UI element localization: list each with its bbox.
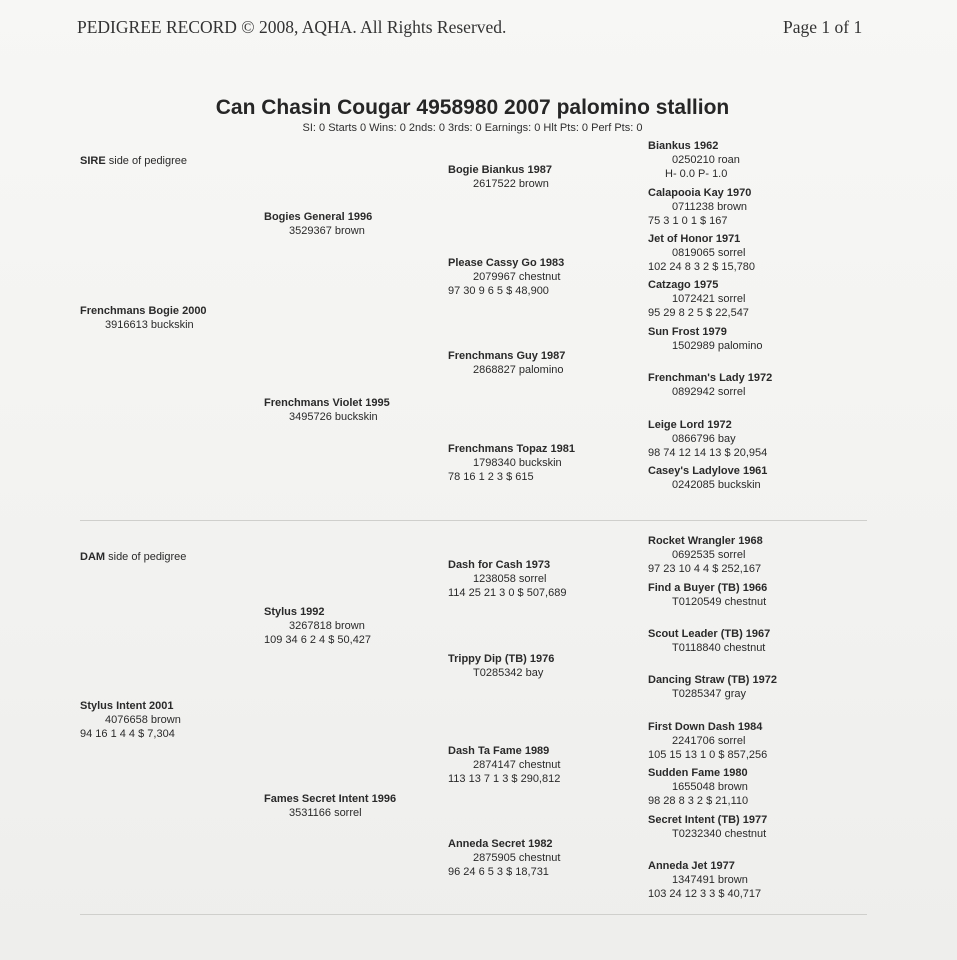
horse-registration: 2079967 chestnut [473, 271, 561, 283]
horse-name: Frenchmans Guy 1987 [448, 350, 566, 362]
horse-registration: 0819065 sorrel [672, 247, 746, 259]
horse-name: Rocket Wrangler 1968 [648, 535, 763, 547]
gen4-entry [648, 232, 755, 274]
horse-name: Jet of Honor 1971 [648, 233, 741, 245]
horse-registration: 0711238 brown [672, 201, 748, 213]
dam-entry [80, 699, 181, 741]
horse-name: Dash for Cash 1973 [448, 559, 551, 571]
horse-registration: 2875905 chestnut [473, 852, 561, 864]
horse-registration: T0285342 bay [473, 667, 544, 679]
horse-registration: 1238058 sorrel [473, 573, 547, 585]
horse-name: Biankus 1962 [648, 140, 719, 152]
horse-stats: 98 28 8 3 2 $ 21,110 [648, 795, 749, 807]
gen4-entry [648, 581, 767, 609]
horse-registration: T0120549 chestnut [672, 596, 767, 608]
horse-stats: 109 34 6 2 4 $ 50,427 [264, 634, 372, 646]
gen3-entry [448, 349, 565, 377]
pedigree-summary: SI: 0 Starts 0 Wins: 0 2nds: 0 3rds: 0 Earnings: 0 Hlt Pts: 0 Perf Pts: 0 [302, 122, 643, 134]
horse-registration: 1502989 palomino [672, 340, 763, 352]
bottom-divider [80, 914, 867, 915]
section-divider [80, 520, 867, 521]
gen4-entry [648, 766, 748, 808]
horse-name: Dancing Straw (TB) 1972 [648, 674, 777, 686]
gen4-entry [648, 464, 767, 492]
horse-stats: 97 30 9 6 5 $ 48,900 [448, 285, 549, 297]
horse-name: Secret Intent (TB) 1977 [648, 814, 768, 826]
horse-name: Frenchmans Bogie 2000 [80, 305, 207, 317]
horse-name: Stylus Intent 2001 [80, 700, 174, 712]
gen4-entry [648, 371, 772, 399]
horse-name: Bogies General 1996 [264, 211, 373, 223]
gen4-entry [648, 418, 767, 460]
horse-registration: 3916613 buckskin [105, 319, 194, 331]
horse-registration: T0285347 gray [672, 688, 746, 700]
dam-side-label [80, 551, 186, 563]
horse-registration: T0232340 chestnut [672, 828, 767, 840]
gen4-entry [648, 813, 767, 841]
horse-registration: 2617522 brown [473, 178, 549, 190]
horse-registration: 0692535 sorrel [672, 549, 746, 561]
horse-stats: 103 24 12 3 3 $ 40,717 [648, 888, 762, 900]
horse-points: H- 0.0 P- 1.0 [665, 168, 728, 180]
horse-stats: 95 29 8 2 5 $ 22,547 [648, 307, 749, 319]
horse-registration: 3529367 brown [289, 225, 365, 237]
horse-registration: T0118840 chestnut [672, 642, 766, 654]
horse-registration: 3267818 brown [289, 620, 365, 632]
dam-side-bold: DAM [80, 551, 106, 563]
gen4-entry [648, 325, 763, 353]
horse-stats: 94 16 1 4 4 $ 7,304 [80, 728, 175, 740]
horse-registration: 4076658 brown [105, 714, 181, 726]
horse-stats: 96 24 6 5 3 $ 18,731 [448, 866, 549, 878]
gen3-entry [448, 837, 560, 879]
gen4-entry [648, 186, 751, 228]
horse-name: Sun Frost 1979 [648, 326, 727, 338]
gen3-entry [448, 256, 564, 298]
horse-registration: 1798340 buckskin [473, 457, 562, 469]
sire-dam-entry [264, 396, 390, 424]
horse-registration: 1072421 sorrel [672, 293, 746, 305]
horse-registration: 2868827 palomino [473, 364, 564, 376]
horse-registration: 3495726 buckskin [289, 411, 378, 423]
horse-name: First Down Dash 1984 [648, 721, 763, 733]
gen4-entry [648, 673, 777, 701]
dam-sire-entry [264, 605, 371, 647]
horse-name: Leige Lord 1972 [648, 419, 732, 431]
horse-name: Frenchmans Violet 1995 [264, 397, 390, 409]
gen4-entry [648, 720, 767, 762]
gen3-entry [448, 163, 552, 191]
pedigree-title: Can Chasin Cougar 4958980 2007 palomino stallion [215, 96, 730, 119]
sire-side-text: side of pedigree [105, 155, 188, 167]
horse-stats: 114 25 21 3 0 $ 507,689 [448, 587, 567, 599]
sire-side-label [80, 155, 187, 167]
horse-stats: 98 74 12 14 13 $ 20,954 [648, 447, 768, 459]
horse-name: Casey's Ladylove 1961 [648, 465, 768, 477]
horse-stats: 113 13 7 1 3 $ 290,812 [448, 773, 561, 785]
horse-name: Trippy Dip (TB) 1976 [448, 653, 555, 665]
sire-side-bold: SIRE [80, 155, 106, 167]
gen4-entry [648, 534, 763, 576]
horse-registration: 0242085 buckskin [672, 479, 761, 491]
page-number: Page 1 of 1 [783, 17, 863, 37]
horse-name: Scout Leader (TB) 1967 [648, 628, 771, 640]
dam-side-text: side of pedigree [105, 551, 187, 563]
horse-name: Find a Buyer (TB) 1966 [648, 582, 768, 594]
horse-stats: 78 16 1 2 3 $ 615 [448, 471, 534, 483]
horse-registration: 3531166 sorrel [289, 807, 362, 819]
horse-name: Frenchman's Lady 1972 [648, 372, 773, 384]
horse-name: Dash Ta Fame 1989 [448, 745, 550, 757]
horse-registration: 0892942 sorrel [672, 386, 746, 398]
horse-registration: 0250210 roan [672, 154, 740, 166]
sire-sire-entry [264, 210, 372, 238]
horse-stats: 105 15 13 1 0 $ 857,256 [648, 749, 768, 761]
gen4-entry [648, 859, 761, 901]
horse-name: Bogie Biankus 1987 [448, 164, 552, 176]
horse-name: Calapooia Kay 1970 [648, 187, 752, 199]
horse-name: Anneda Secret 1982 [448, 838, 553, 850]
horse-registration: 1655048 brown [672, 781, 748, 793]
gen3-entry [448, 744, 560, 786]
gen3-entry [448, 442, 575, 484]
horse-registration: 0866796 bay [672, 433, 736, 445]
horse-name: Please Cassy Go 1983 [448, 257, 565, 269]
horse-name: Sudden Fame 1980 [648, 767, 748, 779]
gen4-entry [648, 139, 740, 181]
horse-name: Frenchmans Topaz 1981 [448, 443, 575, 455]
horse-stats: 102 24 8 3 2 $ 15,780 [648, 261, 756, 273]
gen3-entry [448, 558, 566, 600]
gen4-entry [648, 278, 749, 320]
horse-name: Fames Secret Intent 1996 [264, 793, 397, 805]
sire-entry [80, 304, 207, 332]
horse-stats: 97 23 10 4 4 $ 252,167 [648, 563, 762, 575]
gen3-entry [448, 652, 554, 680]
horse-name: Stylus 1992 [264, 606, 325, 618]
horse-registration: 2874147 chestnut [473, 759, 561, 771]
horse-stats: 75 3 1 0 1 $ 167 [648, 215, 728, 227]
gen4-entry [648, 627, 770, 655]
horse-name: Catzago 1975 [648, 279, 719, 291]
horse-registration: 1347491 brown [672, 874, 748, 886]
copyright-header: PEDIGREE RECORD © 2008, AQHA. All Rights Reserved. [77, 17, 507, 37]
dam-dam-entry [264, 792, 396, 820]
horse-registration: 2241706 sorrel [672, 735, 746, 747]
horse-name: Anneda Jet 1977 [648, 860, 735, 872]
